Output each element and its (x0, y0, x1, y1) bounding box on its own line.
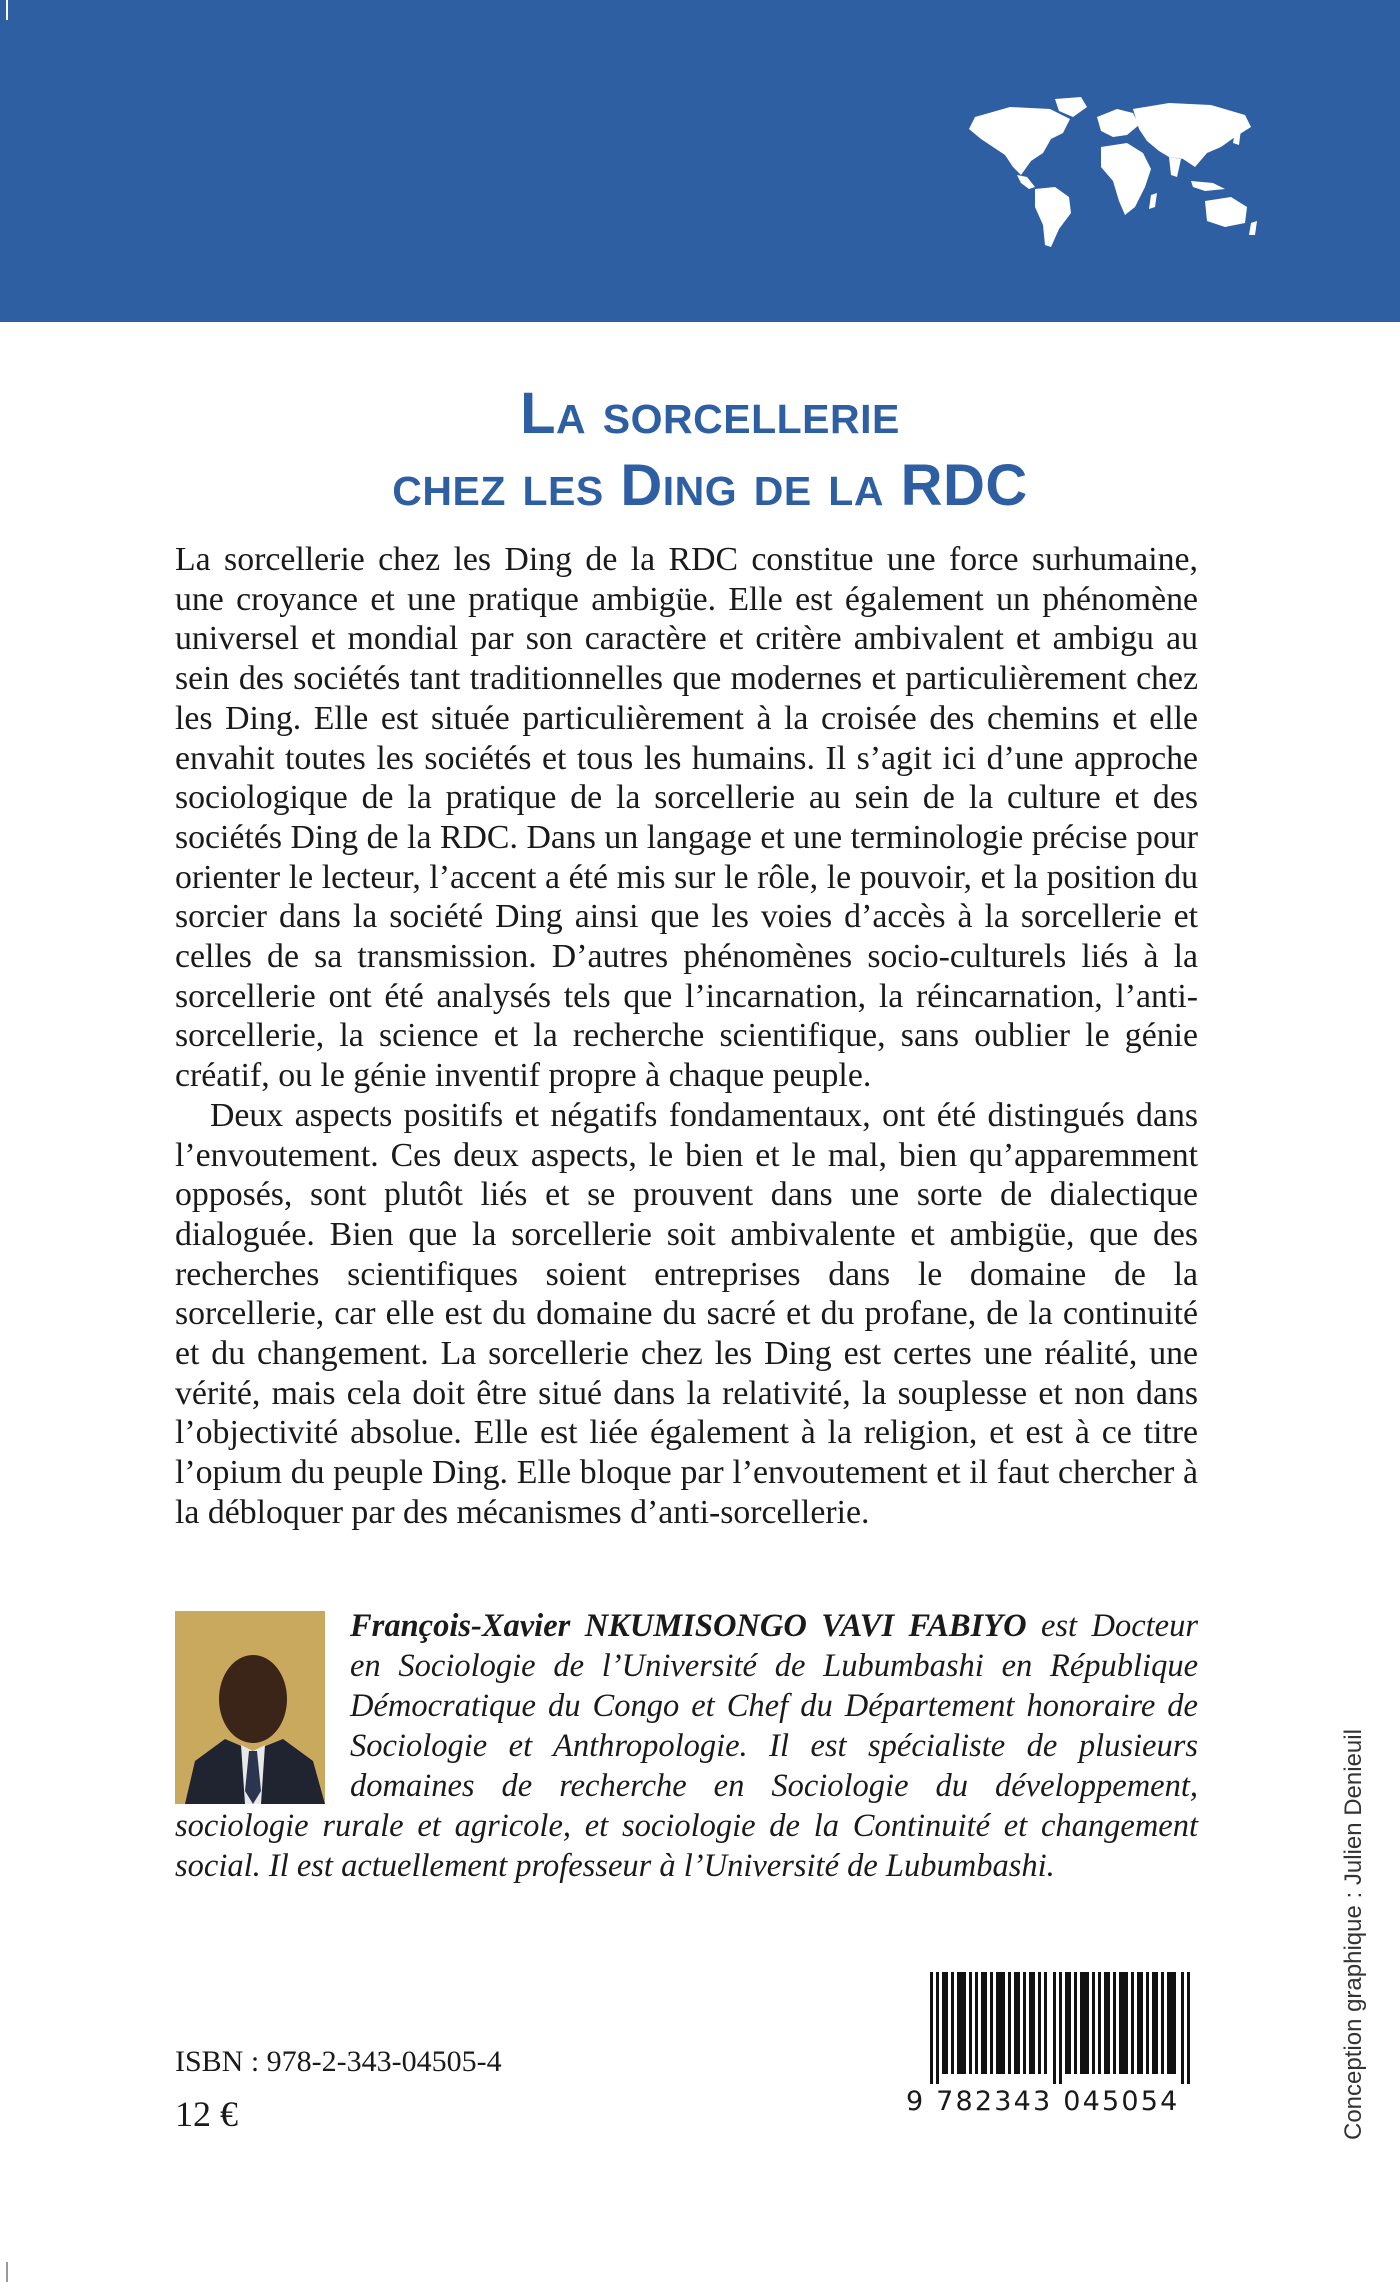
blurb (175, 540, 1198, 1533)
author-name: François-Xavier NKUMISONGO VAVI FABIYO (350, 1608, 1027, 1644)
title-line-2: chez les Ding de la RDC (392, 453, 1028, 518)
top-banner (0, 0, 1400, 322)
barcode-digits: 9 782343 045054 (906, 2086, 1180, 2117)
crop-mark (6, 2262, 8, 2282)
crop-mark (6, 0, 8, 20)
barcode-icon (930, 1972, 1190, 2084)
blurb-paragraph-2: Deux aspects positifs et négatifs fondamentaux, ont été distingués dans l’envoutement. Ces deux aspects, le bien et le mal, bien qu’apparemment opposés, sont plutôt liés et se prouvent dans une sorte de dialectique dialoguée. Bien que la sorcellerie soit ambivalente et ambigüe, que des recherches scientifiques soient entreprises dans le domaine de la sorcellerie, car elle est du domaine du sacré et du profane, de la continuité et du changement. La sorcellerie chez les Ding est certes une réalité, une vérité, mais cela doit être situé dans la relativité, la souplesse et non dans l’objectivité absolue. Elle est liée également à la religion, et est à ce titre l’opium du peuple Ding. Elle bloque par l’envoutement et il faut chercher à la débloquer par des mécanismes d’anti-sorcellerie. (175, 1096, 1198, 1531)
world-map-icon (955, 95, 1260, 255)
isbn: ISBN : 978-2-343-04505-4 (175, 2045, 502, 2078)
design-credit: Conception graphique : Julien Denieuil (1340, 1729, 1367, 2140)
title-line-1: La sorcellerie (520, 381, 900, 446)
blurb-paragraph-1: La sorcellerie chez les Ding de la RDC constitue une force surhumaine, une croyance et une pratique ambigüe. Elle est également un phénomène universel et mondial par son caractère et critère ambivalent et ambigu au sein des sociétés tant traditionnelles que modernes et particulièrement chez les Ding. Elle est située particulièrement à la croisée des chemins et elle envahit toutes les sociétés et tous les humains. Il s’agit ici d’une approche sociologique de la pratique de la sorcellerie au sein de la culture et des sociétés Ding de la RDC. Dans un langage et une terminologie précise pour orienter le lecteur, l’accent a été mis sur le rôle, le pouvoir, et la position du sorcier dans la société Ding ainsi que les voies d’accès à la sorcellerie et celles de sa transmission. D’autres phénomènes socio-culturels liés à la sorcellerie ont été analysés tels que l’incarnation, la réincarnation, l’anti-sorcellerie, la science et la recherche scientifique, sans oublier le génie créatif, ou le génie inventif propre à chaque peuple. (175, 541, 1198, 1095)
author-bio (175, 1606, 1198, 1886)
price: 12 € (175, 2094, 238, 2134)
book-title (0, 378, 1400, 522)
author-bio-text: est Docteur en Sociologie de l’Université de Lubumbashi en République Démocratique du Congo et Chef du Département honoraire de Sociologie et Anthropologie. Il est spécialiste de plusieurs domaines de recherche en Sociologie du développement, sociologie rurale et agricole, et sociologie de la Continuité et changement social. Il est actuellement professeur à l’Université de Lubumbashi. (175, 1608, 1198, 1884)
